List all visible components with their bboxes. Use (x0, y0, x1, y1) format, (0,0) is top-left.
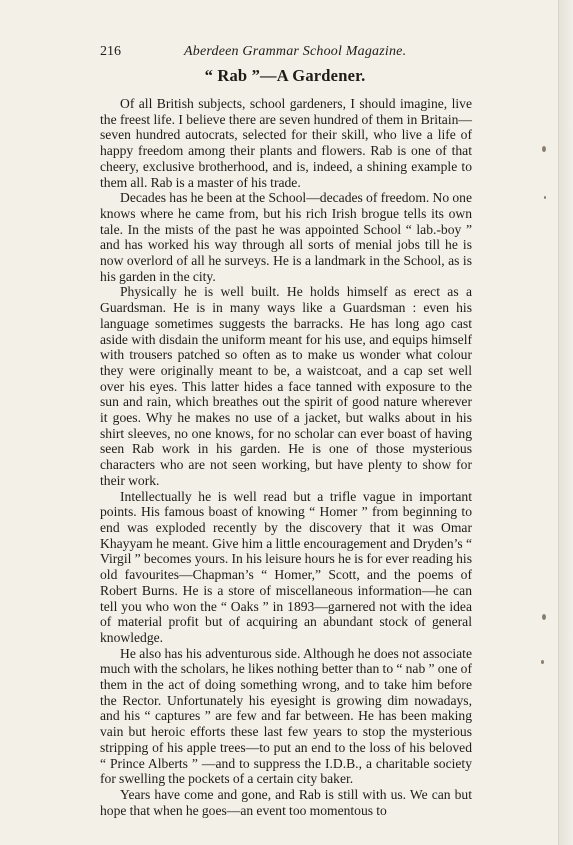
ink-speck (542, 614, 546, 620)
paragraph: Of all British subjects, school gardeners, I should imagine, live the freest life. I believe there are seven hundred of them in Britain—seven hundred autocrats, selected for their skill, who live a life of happy freedom among their plants and flowers. Rab is one of that cheery, exclusive brotherhood, and is, indeed, a shining example to them all. Rab is a master of his trade. (100, 96, 472, 190)
page-number: 216 (100, 44, 121, 59)
ink-speck (544, 196, 546, 199)
article-title: “ Rab ”—A Gardener. (204, 66, 366, 85)
paragraph: Intellectually he is well read but a trifle vague in important points. His famous boast of knowing “ Homer ” from beginning to end was exploded recently by the discovery that it was Omar Khayyam he meant. Give him a little encouragement and Dryden’s “ Virgil ” becomes yours. In his leisure hours he is for ever reading his old favourites—Chapman’s “ Homer,” Scott, and the poems of Robert Burns. He is a store of miscellaneous information—he can tell you who won the “ Oaks ” in 1893—garnered not with the idea of material profit but of acquiring an abundant stock of general knowledge. (100, 488, 472, 645)
ink-speck (541, 660, 544, 664)
ink-speck (542, 146, 546, 152)
article-body (100, 96, 472, 818)
paragraph: Decades has he been at the School—decades of freedom. No one knows where he came from, but his rich Irish brogue tells its own tale. In the mists of the past he was appointed School “ lab.-boy ” and has worked his way through all sorts of menial jobs till he is now overlord of all he surveys. He is a landmark in the School, as is his garden in the city. (100, 190, 472, 284)
paragraph: He also has his adventurous side. Although he does not associate much with the scholars, he likes nothing better than to “ nab ” one of them in the act of doing something wrong, and to take him before the Rector. Unfortunately his eyesight is growing dim nowadays, and his “ captures ” are few and far between. He has been making vain but heroic efforts these last few years to stop the mysterious stripping of his apple trees—to put an end to the loss of his beloved “ Prince Alberts ” —and to suppress the I.D.B., a charitable society for swelling the pockets of a certain city baker. (100, 645, 472, 787)
page-edge (559, 0, 573, 845)
running-title: Aberdeen Grammar School Magazine. (184, 44, 407, 59)
paragraph: Years have come and gone, and Rab is still with us. We can but hope that when he goes—an event too momentous to (100, 786, 472, 818)
paragraph: Physically he is well built. He holds himself as erect as a Guardsman. He is in many ways like a Guardsman : even his language sometimes suggests the barracks. He has long ago cast aside with disdain the uniform meant for his use, and equips himself with trousers patched so often as to make us wonder what colour they were originally meant to be, a waistcoat, and a cap set well over his eyes. This latter hides a face tanned with exposure to the sun and rain, which breathes out the spirit of good nature wherever it goes. Why he makes no use of a jacket, but walks about in his shirt sleeves, no one knows, for no scholar can ever boast of having seen Rab work in his garden. He is one of those mysterious characters who are not seen working, but have plenty to show for their work. (100, 284, 472, 488)
